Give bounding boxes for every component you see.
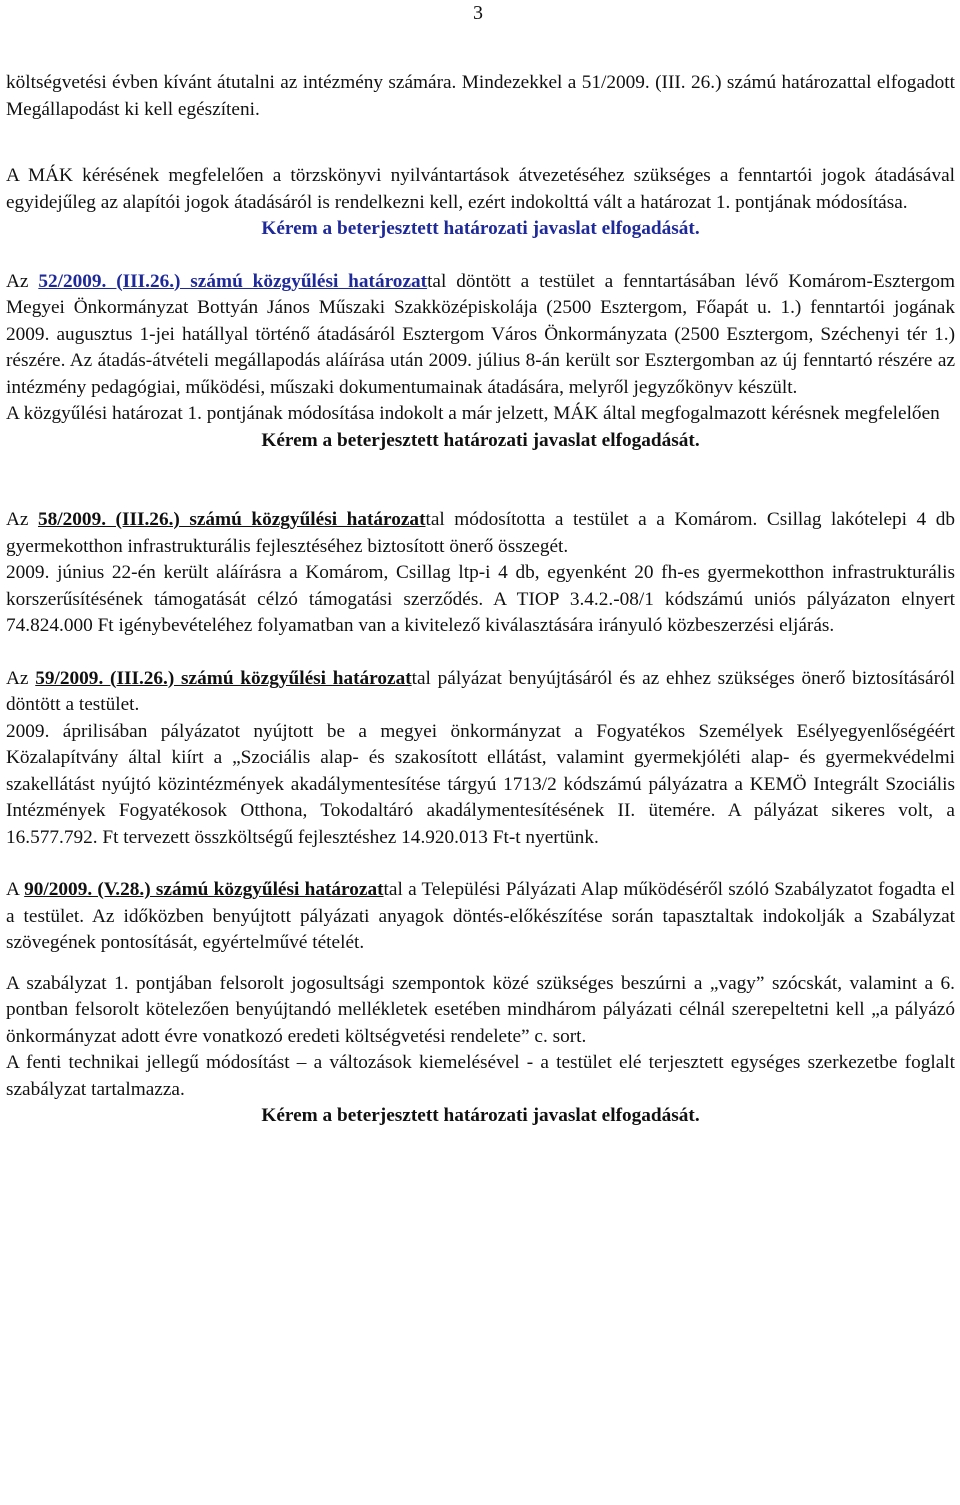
section-58-prefix: Az (6, 509, 39, 530)
section-58-details: 2009. június 22-én került aláírásra a Komárom, Csillag ltp-i 4 db, egyenként 20 fh-es gyermekotthon infrastrukturális korszerűsítésének támogatását célzó támogatási szerződés. A TIOP 3.4.2.-08/1 kódszámú uniós pályázaton elnyert 74.824.000 Ft igénybevételéhez folyamatban van a kivitelező kiválasztására irányuló közbeszerzési eljárás. (6, 562, 955, 636)
section-52-paragraph (6, 269, 955, 402)
request-approval-2 (6, 428, 955, 455)
request-approval-text: Kérem a beterjesztett határozati javaslat elfogadását. (261, 429, 700, 451)
section-58-paragraph (6, 507, 955, 560)
section-59-text: tal pályázat benyújtásáról és az ehhez szükséges önerő biztosításáról döntött a testület. (6, 667, 955, 715)
paragraph-intro: költségvetési évben kívánt átutalni az intézmény számára. Mindezekkel a 51/2009. (III. 26.) számú határozattal elfogadott Megállapodást ki kell egészíteni. (6, 72, 955, 120)
section-59-paragraph (6, 666, 955, 719)
paragraph-mak-request (6, 163, 955, 216)
spacer (6, 243, 955, 269)
request-approval-text: Kérem a beterjesztett határozati javaslat elfogadását. (261, 1105, 700, 1126)
section-52-resolution-ref: 52/2009. (III.26.) számú közgyűlési határozat (38, 270, 428, 292)
section-59-resolution-ref: 59/2009. (III.26.) számú közgyűlési határozat (35, 667, 412, 689)
request-approval-text: Kérem a beterjesztett határozati javaslat elfogadását. (261, 218, 700, 239)
document-body (6, 70, 955, 1130)
section-52-amendment: A közgyűlési határozat 1. pontjának módosítása indokolt a már jelzett, MÁK által megfogalmazott kérésnek megfelelően (6, 403, 940, 424)
paragraph-mak-request-text: A MÁK kérésének megfelelően a törzskönyvi nyilvántartások átvezetéséhez szükséges a fenntartói jogok átadásával egyidejűleg az alapítói jogok átadásáról is rendelkezni kell, ezért indokolttá vált a határozat 1. pontjának módosítása. (6, 165, 955, 213)
section-90-amendment: A szabályzat 1. pontjában felsorolt jogosultsági szempontok közé szükséges beszúrni a „vagy” szócskát, valamint a 6. pontban felsorolt kötelezően benyújtandó mellékletek esetében mindhárom pályázati célnál szerepeltetni kell „a pályázó önkormányzat adott évre vonatkozó eredeti költségvetési rendelete” c. sort. (6, 972, 955, 1047)
section-59-prefix: Az (6, 667, 36, 689)
section-90-resolution-ref: 90/2009. (V.28.) számú közgyűlési határozat (24, 879, 384, 900)
section-90-prefix: A (6, 879, 25, 900)
section-52-prefix: Az (6, 270, 39, 292)
section-58-resolution-ref: 58/2009. (III.26.) számú közgyűlési határozat (38, 509, 426, 530)
section-90-text: tal a Települési Pályázati Alap működéséről szóló Szabályzatot fogadta el a testület. Az időközben benyújtott pályázati anyagok döntés-előkészítése során tapasztaltak indokolják a Szabályzat szövegének pontosítását, egyértelművé tételét. (6, 879, 955, 953)
spacer (6, 957, 955, 971)
spacer (6, 851, 955, 877)
spacer (6, 123, 955, 163)
request-approval-3 (6, 1103, 955, 1130)
section-90-paragraph (6, 877, 955, 957)
request-approval-1 (6, 216, 955, 243)
page-number: 3 (473, 2, 483, 24)
section-90-technical-note: A fenti technikai jellegű módosítást – a változások kiemelésével - a testület elé terjesztett egységes szerkezetbe foglalt szabályzat tartalmazza. (6, 1052, 955, 1100)
section-52-text: tal döntött a testület a fenntartásában lévő Komárom-Esztergom Megyei Önkormányzat Bottyán János Műszaki Szakközépiskolája (2500 Esztergom, Főapát u. 1.) fenntartói jogának 2009. augusztus 1-jei hatállyal történő átadásáról Esztergom Város Önkormányzata (2500 Esztergom, Széchenyi tér 1.) részére. Az átadás-átvételi megállapodás aláírása után 2009. július 8-án került sor Esztergomban az új fenntartó részére az intézmény pedagógiai, működési, műszaki dokumentumainak átadására, melyről jegyzőkönyv készült. (6, 270, 955, 398)
spacer (6, 454, 955, 507)
spacer (6, 640, 955, 666)
section-58-text: tal módosította a testület a a Komárom. Csillag lakótelepi 4 db gyermekotthon infrastrukturális fejlesztéséhez biztosított önerő összegét. (6, 509, 955, 557)
section-59-details: 2009. áprilisában pályázatot nyújtott be a megyei önkormányzat a Fogyatékos Személyek Esélyegyenlőségéért Közalapítvány által kiírt a „Szociális alap- és szakosított ellátást, valamint gyermekjóléti alap- és gyermekvédelmi szakellátást nyújtó közintézmények akadálymentesítése tárgyú 1713/2 kódszámú pályázatra a KEMÖ Integrált Szociális Intézmények Fogyatékosok Otthona, Tokodaltáró akadálymentesítésének II. ütemére. A pályázat sikeres volt, a 16.577.792. Ft tervezett összköltségű fejlesztéshez 14.920.013 Ft-t nyertünk. (6, 720, 955, 848)
